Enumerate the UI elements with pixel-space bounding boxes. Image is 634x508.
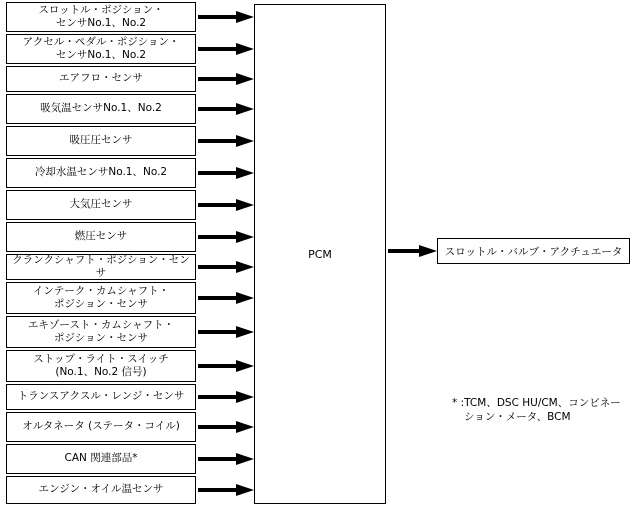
input-label-line: 吸気温センサNo.1、No.2 xyxy=(40,102,162,115)
arrow-input-7 xyxy=(198,199,254,211)
input-box-crankshaft-position-sensor xyxy=(6,254,196,280)
arrow-input-15 xyxy=(198,453,254,465)
input-label-line: 燃圧センサ xyxy=(74,230,128,243)
input-label-line: 大気圧センサ xyxy=(69,198,133,211)
input-box-exhaust-camshaft-position-sensor xyxy=(6,316,196,348)
arrow-input-14 xyxy=(198,421,254,433)
input-label-line: センサNo.1、No.2 xyxy=(55,17,147,29)
input-label-line: (No.1、No.2 信号) xyxy=(55,366,147,378)
input-box-throttle-position-sensor xyxy=(6,2,196,32)
input-label-line: ポジション・センサ xyxy=(53,332,148,344)
input-box-accelerator-pedal-position-sensor xyxy=(6,34,196,64)
output-box-throttle-valve-actuator xyxy=(437,238,630,264)
input-label-line: エンジン・オイル温センサ xyxy=(38,483,164,496)
footnote-line-2: ション・メータ、BCM xyxy=(464,411,571,424)
input-box-engine-coolant-temperature-sensor xyxy=(6,158,196,188)
arrow-input-11 xyxy=(198,326,254,338)
input-label-line: エキゾースト・カムシャフト・ xyxy=(27,318,175,331)
arrow-input-4 xyxy=(198,103,254,115)
input-label-line: トランスアクスル・レンジ・センサ xyxy=(17,390,185,403)
input-box-air-flow-sensor xyxy=(6,66,196,92)
arrow-input-9 xyxy=(198,261,254,273)
output-label: スロットル・バルブ・アクチュエータ xyxy=(444,245,623,258)
input-label-line: センサNo.1、No.2 xyxy=(55,49,147,61)
input-label-line: アクセル・ペダル・ポジション・ xyxy=(22,35,180,48)
input-box-fuel-pressure-sensor xyxy=(6,222,196,252)
input-box-barometric-pressure-sensor xyxy=(6,190,196,220)
arrow-input-3 xyxy=(198,73,254,85)
pcm-label: PCM xyxy=(308,247,332,261)
arrow-input-6 xyxy=(198,167,254,179)
arrow-input-8 xyxy=(198,231,254,243)
input-label-line: 吸圧圧センサ xyxy=(69,134,133,147)
arrow-input-10 xyxy=(198,292,254,304)
input-label-line: CAN 関連部品* xyxy=(64,452,138,465)
footnote-line-1: * :TCM、DSC HU/CM、コンビネー xyxy=(452,397,621,409)
arrow-input-5 xyxy=(198,135,254,147)
input-label-line: オルタネータ (ステータ・コイル) xyxy=(22,420,180,433)
arrow-input-12 xyxy=(198,360,254,372)
input-box-engine-oil-temperature-sensor xyxy=(6,476,196,504)
input-label-line: 冷却水温センサNo.1、No.2 xyxy=(34,166,168,179)
input-label-line: ストップ・ライト・スイッチ xyxy=(33,352,169,365)
input-label-line: クランクシャフト・ポジション・センサ xyxy=(12,253,190,279)
input-label-line: ポジション・センサ xyxy=(53,298,148,310)
pcm-block xyxy=(254,4,386,504)
input-box-stop-light-switch xyxy=(6,350,196,382)
footnote xyxy=(452,396,624,424)
arrow-input-2 xyxy=(198,43,254,55)
input-box-intake-air-temperature-sensor xyxy=(6,94,196,124)
arrow-input-16 xyxy=(198,484,254,496)
input-label-line: エアフロ・センサ xyxy=(59,72,143,85)
arrow-input-1 xyxy=(198,11,254,23)
input-box-alternator-stator-coil xyxy=(6,412,196,442)
input-box-intake-camshaft-position-sensor xyxy=(6,282,196,314)
input-box-intake-pressure-sensor xyxy=(6,126,196,156)
arrow-output-1 xyxy=(388,245,437,257)
input-label-line: スロットル・ボジション・ xyxy=(38,3,164,16)
input-label-line: インテーク・カムシャフト・ xyxy=(32,284,170,297)
arrow-input-13 xyxy=(198,391,254,403)
input-box-transaxle-range-sensor xyxy=(6,384,196,410)
input-box-can-related-parts xyxy=(6,444,196,474)
